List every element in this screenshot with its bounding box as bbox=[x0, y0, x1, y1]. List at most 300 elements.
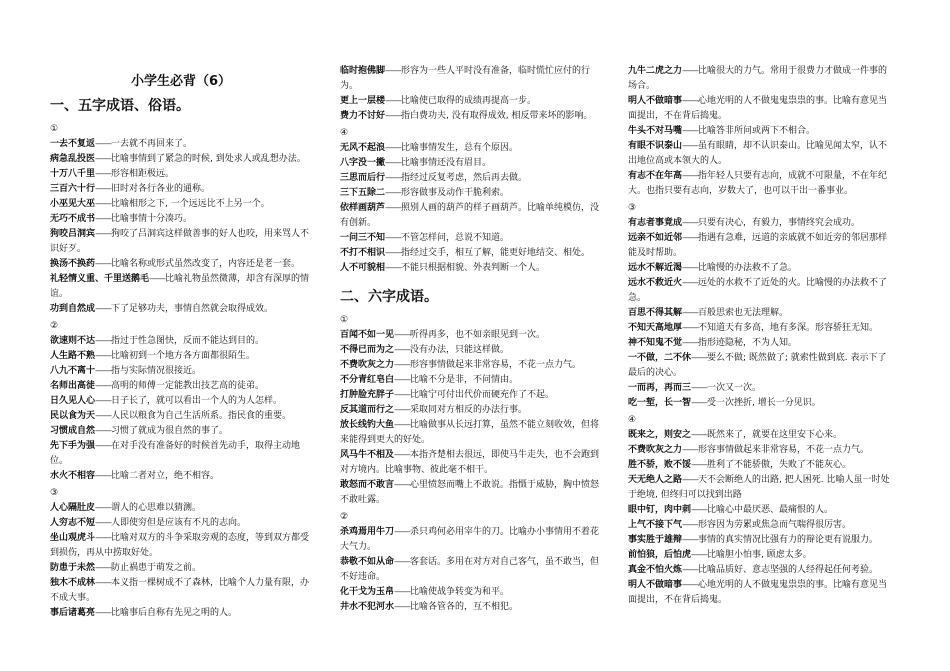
idiom-term: 欲速则不达 bbox=[50, 336, 96, 346]
idiom-entry bbox=[628, 169, 890, 199]
idiom-definition: 比喻使已取得的成绩再提高一步。 bbox=[401, 96, 537, 106]
idiom-definition: 比喻二者对立，绝不相容。 bbox=[111, 471, 220, 481]
dash-separator: —— bbox=[385, 96, 402, 106]
dash-separator: —— bbox=[95, 214, 112, 224]
idiom-entry bbox=[628, 261, 890, 276]
idiom-definition: 本指齐楚相去很远，即使马牛走失，也不会跑到对方境内。比喻事物、彼此毫不相干。 bbox=[340, 450, 600, 475]
idiom-entry bbox=[628, 139, 890, 169]
idiom-term: 不知天高地厚 bbox=[628, 323, 683, 333]
dash-separator: —— bbox=[95, 471, 112, 481]
column-1 bbox=[50, 64, 312, 621]
idiom-entry bbox=[50, 227, 312, 257]
idiom-entry bbox=[50, 379, 312, 394]
dash-separator: —— bbox=[385, 173, 402, 183]
dash-separator: —— bbox=[385, 263, 402, 273]
column-3 bbox=[628, 64, 890, 608]
idiom-definition: 指形迹隐秘，不为人知。 bbox=[698, 338, 798, 348]
idiom-definition: 百般思索也无法理解。 bbox=[698, 308, 789, 318]
idiom-definition: 比喻事后自称有先见之明的人。 bbox=[111, 608, 238, 618]
dash-separator: —— bbox=[682, 278, 699, 288]
idiom-entry bbox=[50, 272, 312, 302]
idiom-definition: 比喻相形之下, 一个远远比不上另一个。 bbox=[111, 199, 270, 209]
dash-separator: —— bbox=[385, 111, 402, 121]
idiom-term: 神不知鬼不觉 bbox=[628, 338, 683, 348]
column-2 bbox=[340, 64, 602, 615]
idiom-definition: 事情的真实情况比强有力的辩论更有说服力。 bbox=[698, 535, 879, 545]
section-marker: ② bbox=[50, 321, 59, 331]
idiom-entry bbox=[340, 328, 602, 343]
dash-separator: —— bbox=[394, 345, 411, 355]
idiom-term: 打肿脸充胖子 bbox=[340, 390, 395, 400]
dash-separator: —— bbox=[394, 390, 411, 400]
idiom-term: 敢怒而不敢言 bbox=[340, 480, 395, 490]
idiom-term: 百闻不如一见 bbox=[340, 330, 395, 340]
idiom-term: 日久见人心 bbox=[50, 396, 96, 406]
section-marker: ① bbox=[50, 124, 59, 134]
idiom-entry bbox=[50, 334, 312, 349]
idiom-definition: 只要有决心，有毅力，事情终究会成功。 bbox=[698, 218, 861, 228]
dash-separator: —— bbox=[95, 381, 112, 391]
dash-separator: —— bbox=[691, 460, 708, 470]
idiom-definition: 远处的水救不了近处的火。比喻慢的办法救不了急。 bbox=[628, 278, 888, 303]
dash-separator: —— bbox=[394, 420, 411, 430]
idiom-term: 九牛二虎之力 bbox=[628, 66, 683, 76]
idiom-definition: 要么不做; 既然做了; 就索性做到底. 表示下了最后的决心。 bbox=[628, 353, 887, 378]
idiom-definition: 天不会断绝人的出路, 把人困死. 比喻人虽一时处于绝境, 但终归可以找到出路 bbox=[628, 475, 890, 500]
idiom-definition: 高明的师傅一定能教出技艺高的徒弟。 bbox=[111, 381, 265, 391]
dash-separator: —— bbox=[385, 233, 402, 243]
section-heading-five-char: 一、五字成语、俗语。 bbox=[50, 98, 190, 114]
idiom-entry bbox=[628, 518, 890, 533]
idiom-entry bbox=[340, 186, 602, 201]
idiom-term: 风马牛不相及 bbox=[340, 450, 395, 460]
idiom-entry bbox=[50, 394, 312, 409]
idiom-term: 一去不复返 bbox=[50, 139, 96, 149]
idiom-definition: 旧时对各行各业的通称。 bbox=[111, 184, 211, 194]
idiom-definition: 受一次挫折, 增长一分见识。 bbox=[707, 398, 821, 408]
idiom-entry bbox=[50, 197, 312, 212]
idiom-term: 既来之，则安之 bbox=[628, 430, 692, 440]
idiom-entry bbox=[628, 321, 890, 336]
idiom-term: 民以食为天 bbox=[50, 411, 96, 421]
idiom-term: 人心隔肚皮 bbox=[50, 503, 96, 513]
idiom-entry bbox=[50, 302, 312, 317]
idiom-term: 一不做，二不休 bbox=[628, 353, 692, 363]
idiom-entry bbox=[628, 533, 890, 548]
idiom-entry bbox=[340, 448, 602, 478]
dash-separator: —— bbox=[385, 66, 402, 76]
idiom-definition: 比喻宁可付出代价而硬充作了不起。 bbox=[410, 390, 555, 400]
idiom-entry bbox=[340, 261, 602, 276]
dash-separator: —— bbox=[95, 503, 112, 513]
idiom-term: 人不可貌相 bbox=[340, 263, 386, 273]
idiom-definition: 人即使穷但是应该有不凡的志向。 bbox=[111, 518, 247, 528]
idiom-term: 防患于未然 bbox=[50, 563, 96, 573]
idiom-term: 上气不接下气 bbox=[628, 520, 683, 530]
dash-separator: —— bbox=[682, 445, 699, 455]
idiom-definition: 比喻很大的力气。常用于很费力才做成一件事的场合。 bbox=[628, 66, 888, 91]
idiom-term: 放长线钓大鱼 bbox=[340, 420, 395, 430]
dash-separator: —— bbox=[95, 396, 112, 406]
idiom-term: 人穷志不短 bbox=[50, 518, 96, 528]
idiom-entry bbox=[50, 561, 312, 576]
section-marker: ④ bbox=[340, 128, 349, 138]
dash-separator: —— bbox=[682, 520, 699, 530]
column-3-section-4 bbox=[628, 413, 890, 608]
idiom-term: 恭敬不如从命 bbox=[340, 557, 395, 567]
dash-separator: —— bbox=[682, 233, 699, 243]
idiom-definition: 没有办法，只能这样做。 bbox=[410, 345, 510, 355]
idiom-definition: 形容做事及动作干脆利索。 bbox=[401, 188, 510, 198]
idiom-entry bbox=[628, 548, 890, 563]
dash-separator: —— bbox=[95, 518, 112, 528]
dash-separator: —— bbox=[394, 450, 411, 460]
idiom-term: 换汤不换药 bbox=[50, 259, 96, 269]
dash-separator: —— bbox=[394, 375, 411, 385]
dash-separator: —— bbox=[682, 475, 699, 485]
dash-separator: —— bbox=[691, 383, 708, 393]
idiom-definition: 人民以粮食为自己生活所系。指民食的重要。 bbox=[111, 411, 292, 421]
idiom-definition: 谓人的心思难以猜测。 bbox=[111, 503, 202, 513]
idiom-entry bbox=[628, 124, 890, 139]
idiom-entry bbox=[628, 64, 890, 94]
dash-separator: —— bbox=[394, 587, 411, 597]
idiom-entry bbox=[628, 336, 890, 351]
idiom-definition: 比喻各管各的，互不相犯。 bbox=[410, 602, 519, 612]
idiom-entry bbox=[50, 606, 312, 621]
dash-separator: —— bbox=[682, 338, 699, 348]
dash-separator: —— bbox=[691, 505, 708, 515]
idiom-entry bbox=[628, 381, 890, 396]
idiom-term: 百思不得其解 bbox=[628, 308, 683, 318]
dash-separator: —— bbox=[691, 353, 708, 363]
idiom-entry bbox=[628, 306, 890, 321]
section-marker: ③ bbox=[628, 203, 637, 213]
idiom-entry bbox=[50, 212, 312, 227]
idiom-definition: 比喻事情到了紧急的时候, 到处求人或乱想办法。 bbox=[111, 154, 306, 164]
dash-separator: —— bbox=[682, 141, 699, 151]
idiom-entry bbox=[340, 94, 602, 109]
dash-separator: —— bbox=[95, 304, 112, 314]
column-2-continued bbox=[340, 64, 602, 124]
dash-separator: —— bbox=[95, 608, 112, 618]
idiom-term: 远亲不如近邻 bbox=[628, 233, 683, 243]
idiom-definition: 比喻事情发生，总有个原因。 bbox=[401, 143, 519, 153]
idiom-term: 坐山观虎斗 bbox=[50, 533, 96, 543]
idiom-entry bbox=[628, 563, 890, 578]
idiom-entry bbox=[340, 343, 602, 358]
idiom-term: 功到自然成 bbox=[50, 304, 96, 314]
idiom-definition: 下了足够功夫，事情自然就会取得成效。 bbox=[111, 304, 274, 314]
idiom-entry bbox=[628, 231, 890, 261]
idiom-entry bbox=[628, 396, 890, 411]
dash-separator: —— bbox=[394, 330, 411, 340]
idiom-definition: 本义指一棵树成不了森林，比喻个人力量有限，办不成大事。 bbox=[50, 578, 310, 603]
idiom-definition: 比喻心中最厌恶、最痛恨的人。 bbox=[707, 505, 834, 515]
idiom-term: 不费吹灰之力 bbox=[628, 445, 683, 455]
dash-separator: —— bbox=[394, 602, 411, 612]
dash-separator: —— bbox=[95, 184, 112, 194]
section-marker: ② bbox=[340, 512, 349, 522]
idiom-entry bbox=[340, 600, 602, 615]
idiom-term: 不费吹灰之力 bbox=[340, 360, 395, 370]
idiom-definition: 心地光明的人不做鬼鬼祟祟的事。比喻有意见当面提出，不在背后捣鬼。 bbox=[628, 580, 888, 605]
idiom-term: 明人不做暗事 bbox=[628, 580, 683, 590]
dash-separator: —— bbox=[394, 480, 411, 490]
idiom-term: 更上一层楼 bbox=[340, 96, 386, 106]
column-3-continued bbox=[628, 64, 890, 199]
idiom-definition: 既然来了，就要在这里安下心来。 bbox=[707, 430, 843, 440]
idiom-definition: 防止祸患于萌发之前。 bbox=[111, 563, 202, 573]
idiom-entry bbox=[340, 403, 602, 418]
idiom-term: 狗咬吕洞宾 bbox=[50, 229, 96, 239]
idiom-definition: 比喻使战争转变为和平。 bbox=[410, 587, 510, 597]
idiom-term: 八字没一撇 bbox=[340, 158, 386, 168]
idiom-definition: 比喻不分是非，不问情由。 bbox=[410, 375, 519, 385]
idiom-entry bbox=[50, 439, 312, 469]
dash-separator: —— bbox=[691, 398, 708, 408]
idiom-entry bbox=[50, 349, 312, 364]
idiom-definition: 胜利了不能骄傲，失败了不能灰心。 bbox=[707, 460, 852, 470]
idiom-definition: 指经过交手，相互了解，能更好地结交、相处。 bbox=[401, 248, 591, 258]
dash-separator: —— bbox=[385, 158, 402, 168]
dash-separator: —— bbox=[682, 171, 699, 181]
idiom-definition: 不管怎样问，总说不知道。 bbox=[401, 233, 510, 243]
idiom-term: 眼中钉，肉中刺 bbox=[628, 505, 692, 515]
page-title: 小学生必背（6） bbox=[130, 74, 232, 89]
idiom-term: 一而再，再而三 bbox=[628, 383, 692, 393]
idiom-definition: 指经过反复考虑，然后再去做。 bbox=[401, 173, 528, 183]
dash-separator: —— bbox=[385, 203, 402, 213]
column-2-section-4 bbox=[340, 126, 602, 276]
idiom-definition: 比喻慢的办法救不了急。 bbox=[698, 263, 798, 273]
idiom-term: 化干戈为玉帛 bbox=[340, 587, 395, 597]
idiom-definition: 形容为一些人平时没有准备，临时慌忙应付的行为。 bbox=[340, 66, 591, 91]
idiom-entry bbox=[340, 231, 602, 246]
idiom-term: 有眼不识泰山 bbox=[628, 141, 683, 151]
idiom-definition: 指白费功夫, 没有取得成效, 相反带来坏的影响。 bbox=[401, 111, 593, 121]
idiom-term: 事实胜于雄辩 bbox=[628, 535, 683, 545]
idiom-definition: 在对手没有准备好的时候首先动手，取得主动地位。 bbox=[50, 441, 301, 466]
idiom-term: 临时抱佛脚 bbox=[340, 66, 386, 76]
dash-separator: —— bbox=[95, 578, 112, 588]
idiom-definition: 听得再多，也不如亲眼见到一次。 bbox=[410, 330, 546, 340]
idiom-definition: 形容事情做起来非常容易，不花一点力气。 bbox=[410, 360, 582, 370]
idiom-definition: 习惯了就成为很自然的事了。 bbox=[111, 426, 229, 436]
idiom-entry bbox=[628, 458, 890, 473]
dash-separator: —— bbox=[691, 430, 708, 440]
idiom-term: 明人不做暗事 bbox=[628, 96, 683, 106]
column-3-section-3 bbox=[628, 201, 890, 411]
idiom-term: 前怕狼，后怕虎 bbox=[628, 550, 692, 560]
idiom-definition: 比喻做事从长远打算，虽然不能立刻收效，但将来能得到更大的好处。 bbox=[340, 420, 600, 445]
idiom-entry bbox=[340, 358, 602, 373]
column-1-body bbox=[50, 122, 312, 621]
idiom-entry bbox=[50, 167, 312, 182]
idiom-entry bbox=[50, 257, 312, 272]
dash-separator: —— bbox=[95, 533, 112, 543]
idiom-entry bbox=[50, 516, 312, 531]
idiom-definition: 指与实际情况很接近。 bbox=[111, 366, 202, 376]
dash-separator: —— bbox=[95, 139, 112, 149]
idiom-definition: 形容相距极远。 bbox=[111, 169, 175, 179]
idiom-entry bbox=[628, 276, 890, 306]
idiom-term: 不打不相识 bbox=[340, 248, 386, 258]
idiom-term: 有志不在年高 bbox=[628, 171, 683, 181]
idiom-term: 三思而后行 bbox=[340, 173, 386, 183]
dash-separator: —— bbox=[394, 527, 411, 537]
idiom-entry bbox=[50, 409, 312, 424]
dash-separator: —— bbox=[682, 96, 699, 106]
idiom-definition: 指年轻人只要有志向，成就不可限量，不在年纪大。也指只要有志向，岁数大了，也可以干出一番事业。 bbox=[628, 171, 888, 196]
idiom-entry bbox=[340, 141, 602, 156]
idiom-term: 天无绝人之路 bbox=[628, 475, 683, 485]
idiom-term: 依样画葫芦 bbox=[340, 203, 386, 213]
idiom-entry bbox=[50, 152, 312, 167]
idiom-term: 无风不起浪 bbox=[340, 143, 386, 153]
idiom-definition: 一次又一次。 bbox=[707, 383, 762, 393]
idiom-term: 病急乱投医 bbox=[50, 154, 96, 164]
idiom-term: 杀鸡焉用牛刀 bbox=[340, 527, 395, 537]
idiom-term: 不分青红皂白 bbox=[340, 375, 395, 385]
idiom-term: 先下手为强 bbox=[50, 441, 96, 451]
idiom-entry bbox=[628, 351, 890, 381]
idiom-term: 不得已而为之 bbox=[340, 345, 395, 355]
idiom-term: 水火不相容 bbox=[50, 471, 96, 481]
idiom-entry bbox=[50, 424, 312, 439]
idiom-entry bbox=[50, 501, 312, 516]
idiom-entry bbox=[340, 109, 602, 124]
idiom-entry bbox=[50, 469, 312, 484]
idiom-term: 井水不犯河水 bbox=[340, 602, 395, 612]
dash-separator: —— bbox=[691, 550, 708, 560]
idiom-definition: 形容因为劳累或焦急而气喘得很厉害。 bbox=[698, 520, 852, 530]
column-2-six-section-2 bbox=[340, 510, 602, 615]
idiom-entry bbox=[340, 171, 602, 186]
idiom-definition: 比喻礼物虽然微薄，却含有深厚的情谊。 bbox=[50, 274, 310, 299]
dash-separator: —— bbox=[394, 557, 411, 567]
dash-separator: —— bbox=[682, 218, 699, 228]
dash-separator: —— bbox=[95, 199, 112, 209]
idiom-entry bbox=[628, 94, 890, 124]
idiom-entry bbox=[340, 525, 602, 555]
idiom-definition: 心地光明的人不做鬼鬼祟祟的事。比喻有意见当面提出，不在背后捣鬼。 bbox=[628, 96, 888, 121]
idiom-definition: 照别人画的葫芦的样子画葫芦。比喻单纯模仿，没有创新。 bbox=[340, 203, 600, 228]
idiom-definition: 比喻胆小怕事, 顾虑太多。 bbox=[707, 550, 812, 560]
section-marker: ③ bbox=[50, 488, 59, 498]
dash-separator: —— bbox=[682, 66, 699, 76]
idiom-entry bbox=[628, 428, 890, 443]
dash-separator: —— bbox=[95, 259, 112, 269]
idiom-term: 远水不救近火 bbox=[628, 278, 683, 288]
idiom-entry bbox=[340, 201, 602, 231]
idiom-entry bbox=[628, 443, 890, 458]
idiom-definition: 心里愤怒而嘴上不敢说。指慑于威胁，胸中愤怒不敢吐露。 bbox=[340, 480, 600, 505]
idiom-term: 事后诸葛亮 bbox=[50, 608, 96, 618]
idiom-entry bbox=[340, 373, 602, 388]
idiom-term: 反其道而行之 bbox=[340, 405, 395, 415]
idiom-entry bbox=[50, 137, 312, 152]
idiom-entry bbox=[340, 156, 602, 171]
dash-separator: —— bbox=[394, 405, 411, 415]
idiom-term: 有志者事竟成 bbox=[628, 218, 683, 228]
idiom-term: 三百六十行 bbox=[50, 184, 96, 194]
idiom-entry bbox=[340, 418, 602, 448]
idiom-term: 礼轻情义重、千里送鹅毛 bbox=[50, 274, 150, 284]
dash-separator: —— bbox=[95, 563, 112, 573]
dash-separator: —— bbox=[149, 274, 166, 284]
idiom-definition: 指遇有急难，远道的亲戚就不如近旁的邻居那样能及时帮助。 bbox=[628, 233, 888, 258]
idiom-term: 独木不成林 bbox=[50, 578, 96, 588]
section-marker: ① bbox=[340, 315, 349, 325]
idiom-definition: 形容事情做起来非常容易，不花一点力气。 bbox=[698, 445, 870, 455]
section-heading-six-char: 二、六字成语。 bbox=[340, 289, 438, 305]
idiom-definition: 狗咬了吕洞宾这样做善事的好人也咬，用来骂人不识好歹。 bbox=[50, 229, 310, 254]
idiom-term: 远水不解近渴 bbox=[628, 263, 683, 273]
idiom-entry bbox=[340, 246, 602, 261]
idiom-entry bbox=[50, 531, 312, 561]
idiom-entry bbox=[340, 478, 602, 508]
dash-separator: —— bbox=[682, 308, 699, 318]
idiom-definition: 不知道天有多高，地有多深。形容骄狂无知。 bbox=[698, 323, 879, 333]
idiom-entry bbox=[340, 388, 602, 403]
dash-separator: —— bbox=[394, 360, 411, 370]
dash-separator: —— bbox=[385, 248, 402, 258]
idiom-entry bbox=[340, 585, 602, 600]
dash-separator: —— bbox=[682, 323, 699, 333]
idiom-term: 习惯成自然 bbox=[50, 426, 96, 436]
idiom-entry bbox=[628, 503, 890, 518]
idiom-definition: 比喻答非所问或两下不相合。 bbox=[698, 126, 816, 136]
idiom-entry bbox=[50, 364, 312, 379]
dash-separator: —— bbox=[95, 336, 112, 346]
idiom-entry bbox=[340, 64, 602, 94]
column-2-six-section-1 bbox=[340, 313, 602, 508]
dash-separator: —— bbox=[95, 411, 112, 421]
idiom-entry bbox=[628, 578, 890, 608]
dash-separator: —— bbox=[95, 351, 112, 361]
section-marker: ④ bbox=[628, 415, 637, 425]
dash-separator: —— bbox=[385, 188, 402, 198]
idiom-definition: 比喻品质好、意志坚强的人经得起任何考验。 bbox=[698, 565, 879, 575]
idiom-entry bbox=[628, 216, 890, 231]
idiom-term: 人生路不熟 bbox=[50, 351, 96, 361]
idiom-entry bbox=[50, 182, 312, 197]
idiom-term: 十万八千里 bbox=[50, 169, 96, 179]
idiom-term: 八九不离十 bbox=[50, 366, 96, 376]
dash-separator: —— bbox=[682, 580, 699, 590]
idiom-term: 无巧不成书 bbox=[50, 214, 96, 224]
idiom-definition: 比喻事情十分凑巧。 bbox=[111, 214, 193, 224]
idiom-term: 一问三不知 bbox=[340, 233, 386, 243]
idiom-definition: 虽有眼睛，却不认识泰山。比喻见闻太窄，认不出地位高或本领大的人。 bbox=[628, 141, 888, 166]
idiom-definition: 指过于性急图快，反而不能达到目的。 bbox=[111, 336, 265, 346]
dash-separator: —— bbox=[682, 126, 699, 136]
idiom-term: 三下五除二 bbox=[340, 188, 386, 198]
dash-separator: —— bbox=[682, 535, 699, 545]
idiom-definition: 客套话。多用在对方对自己客气，虽不敢当，但不好违命。 bbox=[340, 557, 600, 582]
idiom-definition: 日子长了，就可以看出一个人的为人怎样。 bbox=[111, 396, 283, 406]
idiom-definition: 杀只鸡何必用宰牛的刀。比喻办小事情用不着花大气力。 bbox=[340, 527, 600, 552]
dash-separator: —— bbox=[95, 426, 112, 436]
dash-separator: —— bbox=[385, 143, 402, 153]
idiom-term: 吃一堑，长一智 bbox=[628, 398, 692, 408]
idiom-term: 真金不怕火炼 bbox=[628, 565, 683, 575]
dash-separator: —— bbox=[95, 154, 112, 164]
idiom-definition: 比喻对双方的斗争采取旁观的态度，等到双方都受到损伤，再从中捞取好处。 bbox=[50, 533, 310, 558]
dash-separator: —— bbox=[682, 263, 699, 273]
dash-separator: —— bbox=[95, 441, 112, 451]
